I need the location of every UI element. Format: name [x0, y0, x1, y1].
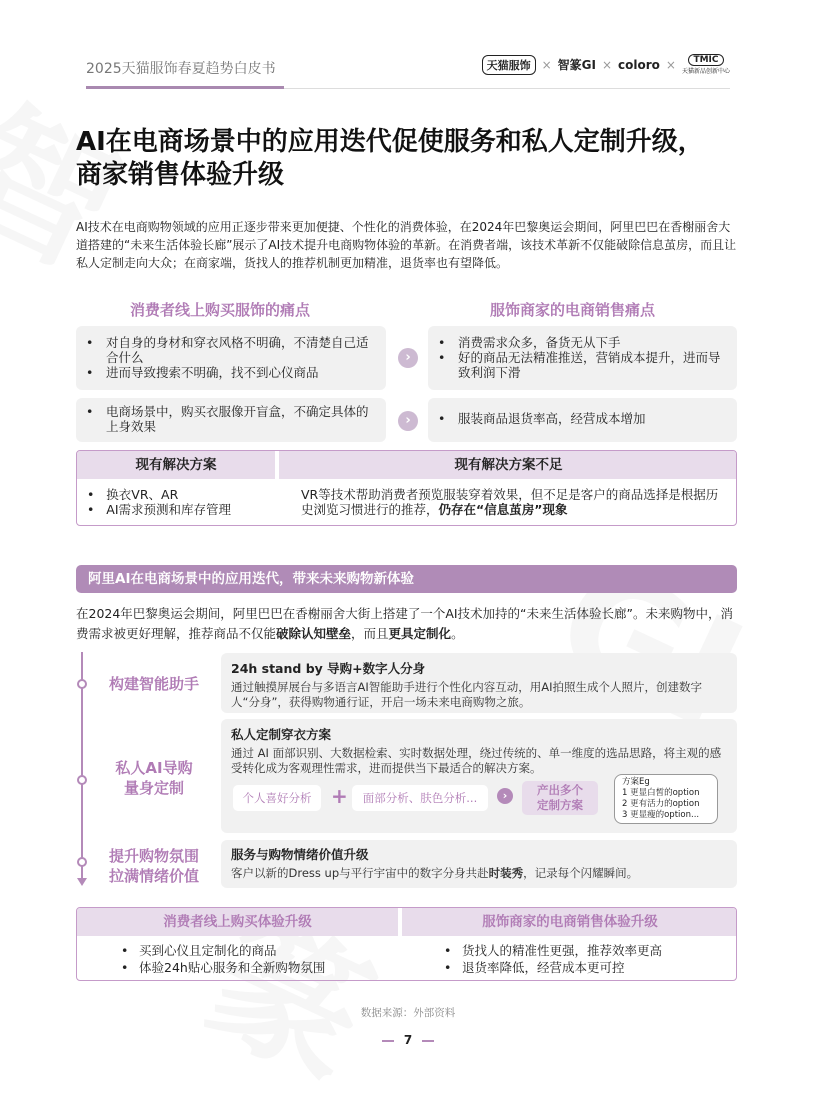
- consumer-pain-box-2: [76, 398, 386, 442]
- merchant-pain-box-1: [428, 326, 737, 390]
- highlight-text: 更具定制化: [388, 626, 452, 641]
- solutions-list: [87, 487, 277, 517]
- feature-desc: 客户以新的Dress up与平行宇宙中的数字分身共赴时装秀，记录每个闪耀瞬间。: [231, 866, 639, 880]
- page-title-line2: 商家销售体验升级: [76, 160, 285, 190]
- list-item: 3 更显瘦的option...: [622, 810, 700, 820]
- pill-preference-analysis: 个人喜好分析: [233, 785, 321, 811]
- highlight-text: 时装秀: [488, 866, 524, 880]
- list-item: • 好的商品无法精准推送，营销成本提升，进而导致利润下滑: [438, 350, 727, 380]
- consumer-pain-box-1: [76, 326, 386, 390]
- logo-separator: ×: [665, 57, 676, 72]
- zhizhuan-gi-logo: 智篆GI: [557, 58, 596, 72]
- consumer-upgrade-header: 消费者线上购买体验升级: [77, 908, 398, 936]
- tmic-logo-mark: TMIC: [688, 54, 723, 66]
- intro-paragraph: AI技术在电商购物领域的应用正逐步带来更加便捷、个性化的消费体验，在2024年巴黎奥运会期间，阿里巴巴在香榭丽舍大道搭建的“未来生活体验长廊”展示了AI技术提升电商购物体验的革新。在消费者端，该技术革新不仅能破除信息茧房，而且让私人定制走向大众；在商家端，货找人的推荐机制更加精准，退货率也有望降低。: [76, 220, 737, 270]
- existing-solutions-table: [76, 450, 737, 526]
- timeline-label-assistant: 构建智能助手: [108, 675, 199, 693]
- section-banner: 阿里AI在电商场景中的应用迭代，带来未来购物新体验: [76, 565, 737, 593]
- page-number: 7: [0, 1033, 816, 1047]
- feature-title: 24h stand by 导购+数字人分身: [231, 661, 426, 676]
- feature-desc: 通过 AI 面部识别、大数据检索、实时数据处理，绕过传统的、单一维度的选品思路，将主观的感受转化成为客观理性需求，进而提供当下最适合的解决方案。: [231, 746, 722, 775]
- timeline-dot: [77, 775, 87, 785]
- logo-separator: ×: [541, 57, 552, 72]
- plan-example-title: 方案Eg: [622, 777, 650, 787]
- list-item: • 消费需求众多，备货无从下手: [438, 335, 727, 350]
- list-item: • 买到心仪且定制化的商品: [121, 942, 391, 959]
- page-header: [86, 54, 730, 90]
- plan-example-callout: [614, 774, 718, 824]
- pill-face-analysis: 面部分析、肤色分析...: [352, 785, 488, 811]
- logo-separator: ×: [601, 57, 613, 72]
- list-item: • 电商场景中，购买衣服像开盲盒，不确定具体的上身效果: [86, 404, 376, 434]
- chevron-right-icon: ›: [497, 788, 513, 804]
- timeline-label-ai-guide: 私人AI导购 量身定制: [115, 759, 193, 797]
- merchant-upgrade-header: 服饰商家的电商销售体验升级: [402, 908, 737, 936]
- solutions-header: 现有解决方案: [77, 451, 275, 479]
- timeline-label-atmosphere: 提升购物氛围 拉满情绪价值: [108, 847, 199, 885]
- experience-upgrade-table: [76, 907, 737, 981]
- page-title: [76, 126, 736, 192]
- feature-title: 私人定制穿衣方案: [231, 727, 332, 742]
- list-item: • 退货率降低，经营成本更可控: [444, 959, 734, 976]
- list-item: • 服装商品退货率高，经营成本增加: [438, 411, 727, 426]
- list-item: • 体验24h贴心服务和全新购物氛围: [121, 959, 391, 976]
- highlight-text: 破除认知壁垒: [276, 626, 352, 641]
- partner-logos: [482, 54, 730, 75]
- list-item: • AI需求预测和库存管理: [87, 502, 232, 517]
- data-source: 数据来源：外部资料: [360, 1007, 456, 1019]
- list-item: • 进而导致搜索不明确，找不到心仪商品: [86, 365, 376, 380]
- list-item: • 换衣VR、AR: [87, 487, 179, 502]
- list-item: 2 更有活力的option: [622, 799, 700, 809]
- tmall-fashion-logo: 天猫服饰: [482, 55, 536, 75]
- chevron-right-icon: ›: [398, 411, 418, 431]
- section-paragraph: 在2024年巴黎奥运会期间，阿里巴巴在香榭丽舍大街上搭建了一个AI技术加持的“未来生活体验长廊”。未来购物中，消费需求被更好理解，推荐商品不仅能破除认知壁垒，而且更具定制化。: [76, 606, 734, 641]
- coloro-logo: coloro: [618, 57, 660, 72]
- chevron-right-icon: ›: [398, 348, 418, 368]
- pill-output-plans: 产出多个 定制方案: [522, 781, 598, 815]
- header-title: 2025天猫服饰春夏趋势白皮书: [86, 61, 276, 77]
- merchant-pain-heading: 服饰商家的电商销售痛点: [490, 301, 656, 319]
- timeline-dot: [77, 857, 87, 867]
- page-title-line1: AI在电商场景中的应用迭代促使服务和私人定制升级，: [76, 127, 704, 157]
- timeline-dot: [77, 679, 87, 689]
- tmic-logo: [682, 54, 730, 75]
- list-item: 1 更显白皙的option: [622, 788, 700, 798]
- solutions-gap-header: 现有解决方案不足: [279, 451, 737, 479]
- highlight-text: 仍存在“信息茧房”现象: [438, 502, 568, 517]
- merchant-pain-box-2: [428, 398, 737, 442]
- list-item: • 货找人的精准性更强，推荐效率更高: [444, 942, 734, 959]
- list-item: • 对自身的身材和穿衣风格不明确，不清楚自己适合什么: [86, 335, 376, 365]
- plus-icon: +: [331, 784, 348, 808]
- feature-desc: 通过触摸屏展台与多语言AI智能助手进行个性化内容互动，用AI拍照生成个人照片，创建数字人“分身”，获得购物通行证，开启一场未来电商购物之旅。: [231, 680, 703, 709]
- merchant-upgrade-list: [444, 942, 734, 976]
- feature-box-assistant: [221, 653, 737, 713]
- consumer-upgrade-list: [121, 942, 391, 976]
- consumer-pain-heading: 消费者线上购买服饰的痛点: [130, 301, 311, 319]
- tmic-logo-text: 天猫新品创新中心: [681, 68, 730, 75]
- feature-box-emotion: [221, 840, 737, 888]
- solutions-gap-text: VR等技术帮助消费者预览服装穿着效果，但不足是客户的商品选择是根据历史浏览习惯进行的推荐，仍存在“信息茧房”现象: [301, 487, 719, 517]
- feature-title: 服务与购物情绪价值升级: [231, 847, 369, 862]
- header-accent-rule: [86, 86, 284, 89]
- timeline-arrow-icon: [77, 878, 87, 886]
